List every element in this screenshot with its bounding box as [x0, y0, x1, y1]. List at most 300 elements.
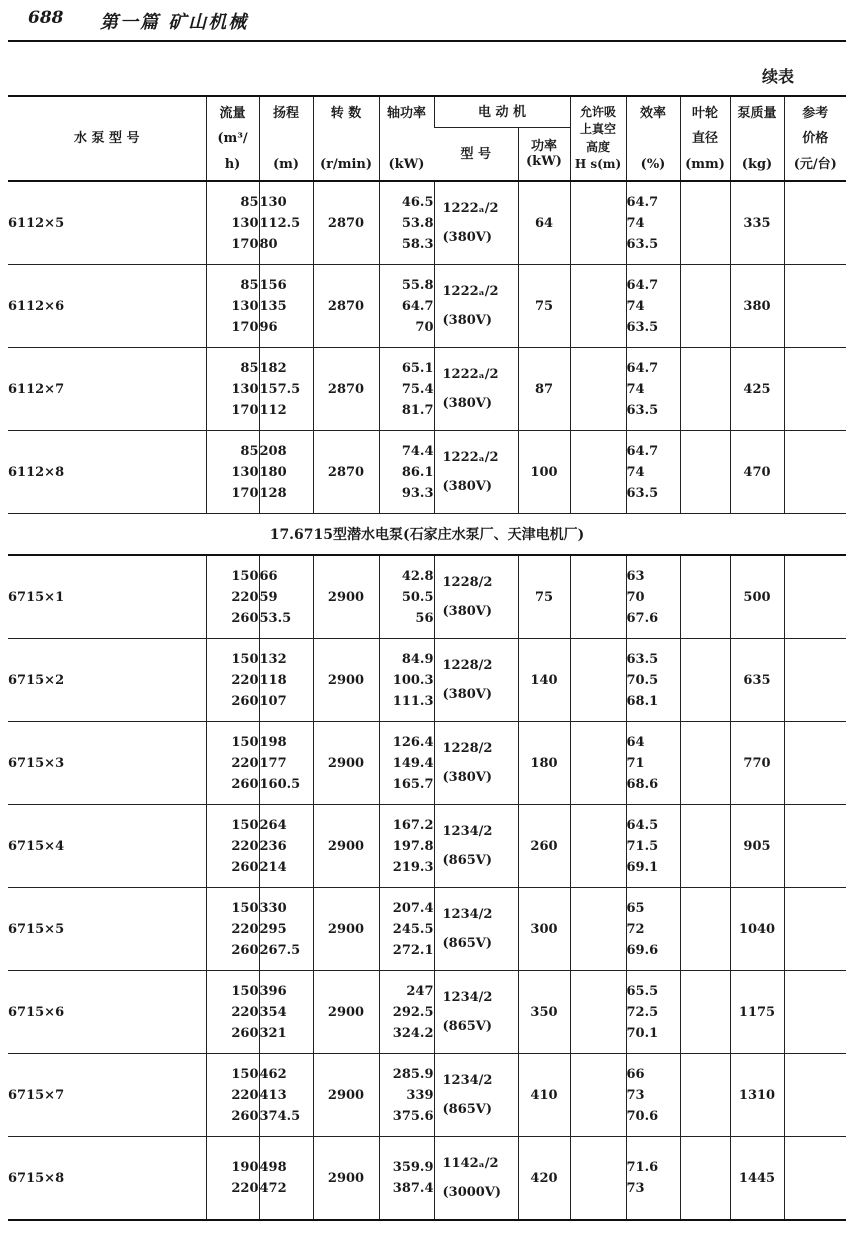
- header-suction-line: 上真空: [579, 122, 616, 137]
- speed-cell: [313, 888, 379, 971]
- flow-value: 130: [231, 298, 259, 314]
- efficiency-cell: [626, 1137, 680, 1221]
- shaft-power-value: 197.8: [392, 838, 434, 854]
- motor-model-cell: [434, 971, 518, 1054]
- header-shaft-power: [379, 96, 434, 181]
- head-value: 112: [259, 402, 287, 418]
- header-motor-model: 型 号: [460, 146, 492, 162]
- mass-cell: [730, 555, 784, 639]
- head-value: 53.5: [259, 610, 292, 626]
- motor-power-cell: [518, 431, 570, 514]
- suction-cell: [570, 265, 626, 348]
- motor-voltage: (380V): [442, 396, 493, 411]
- head-value: 498: [259, 1160, 287, 1175]
- model-name: 6715×2: [8, 672, 65, 688]
- model-name: 6715×5: [8, 921, 65, 937]
- mass-value: 770: [743, 755, 771, 771]
- efficiency-value: 72: [626, 921, 645, 937]
- motor-model: 1222ₐ/2: [442, 284, 499, 299]
- shaft-power-value: 292.5: [392, 1004, 434, 1020]
- chapter-title: 第一篇 矿山机械: [100, 12, 249, 33]
- motor-model: 1234/2: [442, 1073, 493, 1088]
- speed-cell: [313, 348, 379, 431]
- efficiency-value: 67.6: [626, 610, 659, 626]
- header-suction-line: H s(m): [574, 157, 622, 172]
- motor-voltage: (865V): [442, 1019, 493, 1034]
- efficiency-value: 64.7: [626, 277, 659, 293]
- model-cell: [8, 722, 206, 805]
- efficiency-value: 63.5: [626, 485, 659, 501]
- head-value: 135: [259, 298, 287, 314]
- motor-power-cell: [518, 1054, 570, 1137]
- flow-value: 150: [231, 1066, 259, 1082]
- flow-value: 85: [240, 360, 259, 376]
- table-row: [8, 1137, 846, 1221]
- head-value: 180: [259, 464, 287, 480]
- flow-value: 220: [231, 672, 259, 688]
- header-speed-line: 转 数: [330, 105, 362, 121]
- suction-cell: [570, 722, 626, 805]
- motor-model: 1222ₐ/2: [442, 450, 499, 465]
- model-name: 6715×3: [8, 755, 65, 771]
- shaft-power-value: 111.3: [392, 693, 434, 709]
- efficiency-value: 64.7: [626, 443, 659, 459]
- header-mass-line: (kg): [741, 156, 773, 172]
- speed-cell: [313, 555, 379, 639]
- table-row: [8, 1054, 846, 1137]
- motor-power: 420: [530, 1170, 558, 1186]
- speed-cell: [313, 1137, 379, 1221]
- flow-cell: [206, 348, 259, 431]
- flow-value: 220: [231, 1004, 259, 1020]
- suction-cell: [570, 639, 626, 722]
- header-price: [784, 96, 846, 181]
- motor-voltage: (380V): [442, 604, 493, 619]
- head-value: 128: [259, 485, 287, 501]
- model-cell: [8, 888, 206, 971]
- header-price-line: 参考: [802, 105, 829, 121]
- header-motor-power-line: 功率: [530, 139, 557, 154]
- efficiency-value: 64: [626, 734, 645, 750]
- speed-cell: [313, 971, 379, 1054]
- shaft-power-cell: [379, 805, 434, 888]
- head-value: 198: [259, 734, 287, 750]
- efficiency-value: 72.5: [626, 1004, 659, 1020]
- pump-spec-table: [8, 95, 846, 1221]
- header-mass: [730, 96, 784, 181]
- flow-value: 190: [231, 1160, 259, 1175]
- table-row: [8, 888, 846, 971]
- model-cell: [8, 1137, 206, 1221]
- motor-voltage: (865V): [442, 853, 493, 868]
- flow-value: 260: [231, 693, 259, 709]
- page-number: 688: [28, 8, 64, 28]
- flow-value: 220: [231, 1181, 259, 1196]
- motor-power-cell: [518, 555, 570, 639]
- head-cell: [259, 722, 313, 805]
- suction-cell: [570, 1054, 626, 1137]
- speed-value: 2870: [327, 298, 365, 314]
- mass-value: 425: [743, 381, 771, 397]
- header-flow-line: h): [224, 156, 241, 172]
- speed-value: 2900: [327, 1004, 365, 1020]
- speed-cell: [313, 181, 379, 265]
- table-row: [8, 265, 846, 348]
- impeller-cell: [680, 181, 730, 265]
- head-value: 396: [259, 983, 287, 999]
- shaft-power-value: 219.3: [392, 859, 434, 875]
- flow-cell: [206, 722, 259, 805]
- motor-power-cell: [518, 181, 570, 265]
- motor-model-cell: [434, 265, 518, 348]
- header-suction: [570, 96, 626, 181]
- motor-voltage: (380V): [442, 313, 493, 328]
- shaft-power-cell: [379, 348, 434, 431]
- section-title: 17.6715型潜水电泵(石家庄水泵厂、天津电机厂): [8, 514, 846, 556]
- efficiency-value: 63.5: [626, 236, 659, 252]
- motor-model: 1228/2: [442, 575, 493, 590]
- flow-value: 220: [231, 838, 259, 854]
- flow-cell: [206, 888, 259, 971]
- shaft-power-value: 46.5: [401, 194, 434, 210]
- efficiency-cell: [626, 971, 680, 1054]
- speed-value: 2900: [327, 672, 365, 688]
- shaft-power-value: 167.2: [392, 817, 434, 833]
- efficiency-cell: [626, 1054, 680, 1137]
- motor-voltage: (380V): [442, 230, 493, 245]
- header-impeller-line: (mm): [685, 156, 725, 172]
- flow-value: 260: [231, 1025, 259, 1041]
- header-shaft-power-line: 轴功率: [386, 105, 426, 121]
- speed-value: 2900: [327, 589, 365, 605]
- section-row-group: [8, 514, 846, 556]
- model-name: 6715×4: [8, 838, 65, 854]
- motor-model: 1222ₐ/2: [442, 201, 499, 216]
- speed-value: 2870: [327, 464, 365, 480]
- header-price-line: 价格: [802, 131, 829, 146]
- head-value: 321: [259, 1025, 287, 1041]
- price-cell: [784, 888, 846, 971]
- head-value: 59: [259, 589, 278, 605]
- motor-model: 1228/2: [442, 741, 493, 756]
- head-value: 214: [259, 859, 287, 875]
- flow-value: 170: [231, 236, 259, 252]
- motor-power: 140: [530, 672, 558, 688]
- model-cell: [8, 431, 206, 514]
- efficiency-value: 70: [626, 589, 645, 605]
- impeller-cell: [680, 639, 730, 722]
- head-value: 107: [259, 693, 287, 709]
- flow-value: 220: [231, 921, 259, 937]
- head-cell: [259, 639, 313, 722]
- motor-power-cell: [518, 888, 570, 971]
- model-cell: [8, 348, 206, 431]
- motor-power: 300: [530, 921, 558, 937]
- price-cell: [784, 431, 846, 514]
- table-body-6112: [8, 181, 846, 514]
- model-name: 6112×5: [8, 215, 65, 231]
- price-cell: [784, 1054, 846, 1137]
- model-name: 6715×7: [8, 1087, 65, 1103]
- header-efficiency: [626, 96, 680, 181]
- shaft-power-value: 74.4: [401, 443, 434, 459]
- head-value: 264: [259, 817, 287, 833]
- mass-value: 1445: [738, 1170, 776, 1186]
- head-cell: [259, 1054, 313, 1137]
- efficiency-value: 63.5: [626, 651, 659, 667]
- price-cell: [784, 1137, 846, 1221]
- efficiency-value: 69.1: [626, 859, 659, 875]
- shaft-power-value: 375.6: [392, 1108, 434, 1124]
- impeller-cell: [680, 265, 730, 348]
- model-cell: [8, 181, 206, 265]
- shaft-power-value: 55.8: [401, 277, 434, 293]
- header-motor-power: [518, 128, 570, 182]
- shaft-power-value: 149.4: [392, 755, 434, 771]
- impeller-cell: [680, 1137, 730, 1221]
- speed-cell: [313, 722, 379, 805]
- efficiency-value: 64.7: [626, 360, 659, 376]
- price-cell: [784, 805, 846, 888]
- head-value: 267.5: [259, 942, 301, 958]
- impeller-cell: [680, 971, 730, 1054]
- motor-voltage: (380V): [442, 687, 493, 702]
- flow-cell: [206, 639, 259, 722]
- efficiency-value: 68.1: [626, 693, 659, 709]
- efficiency-value: 73: [626, 1087, 645, 1103]
- shaft-power-cell: [379, 555, 434, 639]
- shaft-power-cell: [379, 971, 434, 1054]
- motor-model-cell: [434, 1054, 518, 1137]
- table-header: [8, 96, 846, 181]
- head-value: 118: [259, 672, 287, 688]
- shaft-power-value: 50.5: [401, 589, 434, 605]
- shaft-power-value: 247: [406, 983, 434, 999]
- mass-value: 1310: [738, 1087, 776, 1103]
- motor-model-cell: [434, 639, 518, 722]
- impeller-cell: [680, 888, 730, 971]
- motor-model-cell: [434, 181, 518, 265]
- motor-model-cell: [434, 1137, 518, 1221]
- efficiency-cell: [626, 555, 680, 639]
- motor-power: 87: [534, 381, 554, 397]
- shaft-power-value: 387.4: [392, 1181, 434, 1196]
- flow-value: 150: [231, 651, 259, 667]
- head-value: 96: [259, 319, 278, 335]
- head-value: 295: [259, 921, 287, 937]
- efficiency-value: 71.5: [626, 838, 659, 854]
- table-body-6715: [8, 555, 846, 1220]
- flow-value: 220: [231, 755, 259, 771]
- motor-power-cell: [518, 805, 570, 888]
- table-row: [8, 431, 846, 514]
- header-impeller-line: 直径: [691, 131, 718, 146]
- head-value: 413: [259, 1087, 287, 1103]
- header-head: [259, 96, 313, 181]
- efficiency-cell: [626, 722, 680, 805]
- price-cell: [784, 348, 846, 431]
- shaft-power-cell: [379, 181, 434, 265]
- mass-cell: [730, 805, 784, 888]
- price-cell: [784, 265, 846, 348]
- table-row: [8, 639, 846, 722]
- impeller-cell: [680, 805, 730, 888]
- header-price-line: (元/台): [793, 156, 837, 172]
- shaft-power-value: 93.3: [401, 485, 434, 501]
- motor-model: 1234/2: [442, 824, 493, 839]
- model-name: 6715×1: [8, 589, 65, 605]
- speed-value: 2900: [327, 921, 365, 937]
- efficiency-value: 66: [626, 1066, 645, 1082]
- price-cell: [784, 971, 846, 1054]
- efficiency-value: 68.6: [626, 776, 659, 792]
- header-suction-line: 高度: [585, 139, 610, 154]
- speed-cell: [313, 805, 379, 888]
- shaft-power-value: 42.8: [401, 568, 434, 584]
- efficiency-value: 64.5: [626, 817, 659, 833]
- motor-power: 64: [534, 215, 554, 231]
- header-model: 水 泵 型 号: [73, 131, 140, 146]
- mass-cell: [730, 265, 784, 348]
- speed-cell: [313, 639, 379, 722]
- motor-model-cell: [434, 348, 518, 431]
- efficiency-value: 65.5: [626, 983, 659, 999]
- shaft-power-value: 272.1: [392, 942, 434, 958]
- flow-cell: [206, 1137, 259, 1221]
- mass-cell: [730, 431, 784, 514]
- efficiency-value: 70.5: [626, 672, 659, 688]
- motor-model-cell: [434, 555, 518, 639]
- speed-cell: [313, 1054, 379, 1137]
- header-motor: 电 动 机: [434, 96, 570, 128]
- shaft-power-cell: [379, 1054, 434, 1137]
- price-cell: [784, 639, 846, 722]
- head-value: 160.5: [259, 776, 301, 792]
- efficiency-value: 70.6: [626, 1108, 659, 1124]
- suction-cell: [570, 888, 626, 971]
- header-head-line: (m): [272, 156, 300, 172]
- mass-value: 905: [743, 838, 771, 854]
- price-cell: [784, 555, 846, 639]
- suction-cell: [570, 971, 626, 1054]
- speed-cell: [313, 265, 379, 348]
- head-value: 330: [259, 900, 287, 916]
- mass-value: 470: [743, 464, 771, 480]
- head-value: 462: [259, 1066, 287, 1082]
- flow-value: 260: [231, 776, 259, 792]
- shaft-power-value: 56: [415, 610, 434, 626]
- shaft-power-cell: [379, 888, 434, 971]
- efficiency-value: 63.5: [626, 319, 659, 335]
- model-cell: [8, 805, 206, 888]
- motor-power: 260: [530, 838, 558, 854]
- table-row: [8, 348, 846, 431]
- shaft-power-value: 65.1: [401, 360, 434, 376]
- shaft-power-cell: [379, 722, 434, 805]
- efficiency-cell: [626, 348, 680, 431]
- model-name: 6715×6: [8, 1004, 65, 1020]
- speed-value: 2900: [327, 755, 365, 771]
- efficiency-value: 71.6: [626, 1160, 659, 1175]
- flow-cell: [206, 181, 259, 265]
- head-cell: [259, 1137, 313, 1221]
- efficiency-value: 74: [626, 215, 645, 231]
- flow-value: 85: [240, 443, 259, 459]
- motor-voltage: (380V): [442, 770, 493, 785]
- head-cell: [259, 971, 313, 1054]
- header-efficiency-line: (%): [640, 156, 666, 172]
- motor-model-cell: [434, 888, 518, 971]
- header-mass-line: 泵质量: [737, 105, 777, 121]
- suction-cell: [570, 555, 626, 639]
- header-efficiency-line: 效率: [639, 105, 666, 121]
- speed-value: 2870: [327, 381, 365, 397]
- motor-power: 75: [534, 298, 554, 314]
- shaft-power-value: 100.3: [392, 672, 434, 688]
- flow-value: 260: [231, 859, 259, 875]
- efficiency-value: 65: [626, 900, 645, 916]
- head-value: 374.5: [259, 1108, 301, 1124]
- efficiency-cell: [626, 265, 680, 348]
- table-row: [8, 181, 846, 265]
- motor-voltage: (865V): [442, 1102, 493, 1117]
- mass-cell: [730, 639, 784, 722]
- header-impeller: [680, 96, 730, 181]
- head-value: 354: [259, 1004, 287, 1020]
- flow-value: 260: [231, 942, 259, 958]
- motor-model-cell: [434, 431, 518, 514]
- motor-power: 100: [530, 464, 558, 480]
- motor-power: 410: [530, 1087, 558, 1103]
- motor-model-cell: [434, 805, 518, 888]
- efficiency-value: 70.1: [626, 1025, 659, 1041]
- head-value: 156: [259, 277, 287, 293]
- header-suction-line: 允许吸: [579, 104, 616, 119]
- efficiency-cell: [626, 431, 680, 514]
- model-cell: [8, 1054, 206, 1137]
- shaft-power-cell: [379, 639, 434, 722]
- motor-power: 75: [534, 589, 554, 605]
- table-row: [8, 971, 846, 1054]
- flow-value: 150: [231, 734, 259, 750]
- speed-value: 2900: [327, 1170, 365, 1186]
- model-cell: [8, 555, 206, 639]
- impeller-cell: [680, 1054, 730, 1137]
- flow-value: 150: [231, 900, 259, 916]
- head-value: 80: [259, 236, 278, 252]
- shaft-power-value: 165.7: [392, 776, 434, 792]
- head-value: 66: [259, 568, 278, 584]
- model-cell: [8, 265, 206, 348]
- head-value: 157.5: [259, 381, 301, 397]
- motor-power-cell: [518, 971, 570, 1054]
- mass-value: 500: [743, 589, 771, 605]
- flow-cell: [206, 971, 259, 1054]
- efficiency-cell: [626, 805, 680, 888]
- flow-value: 220: [231, 589, 259, 605]
- shaft-power-value: 81.7: [401, 402, 434, 418]
- mass-cell: [730, 1137, 784, 1221]
- shaft-power-cell: [379, 265, 434, 348]
- mass-cell: [730, 722, 784, 805]
- head-cell: [259, 265, 313, 348]
- flow-value: 130: [231, 215, 259, 231]
- motor-model: 1234/2: [442, 907, 493, 922]
- flow-value: 260: [231, 1108, 259, 1124]
- shaft-power-value: 70: [415, 319, 434, 335]
- shaft-power-value: 285.9: [392, 1066, 434, 1082]
- efficiency-value: 73: [626, 1181, 645, 1196]
